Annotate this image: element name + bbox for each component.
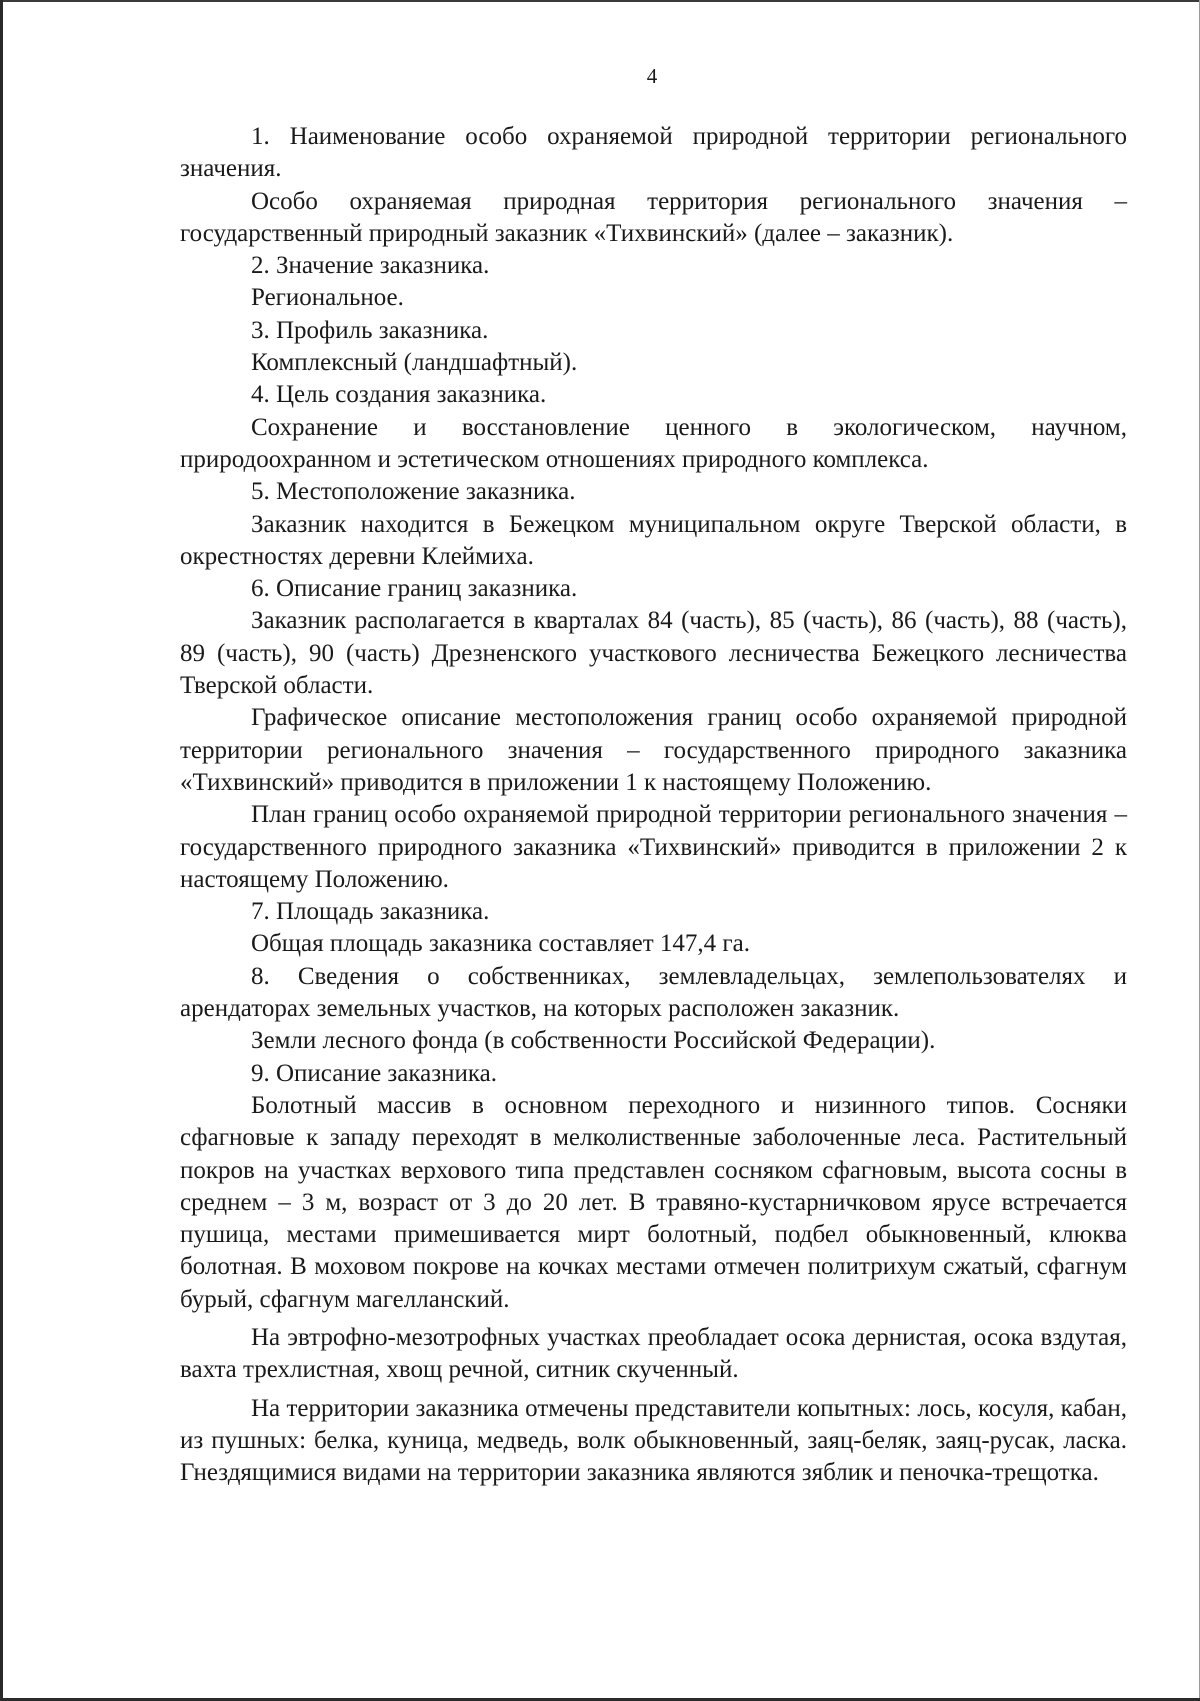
- section-8-heading: 8. Сведения о собственниках, землевладельцах, землепользователях и арендаторах земельных участков, на которых расположен заказник.: [180, 962, 1127, 1023]
- section-9-fauna-text: На территории заказника отмечены представители копытных: лось, косуля, кабан, из пушных: белка, куница, медведь, волк обыкновенный, заяц-беляк, заяц-русак, ласка. Гнездящимися видами на территории заказника являются зяблик и пеночка-трещотка.: [180, 1394, 1127, 1487]
- scan-edge-left: [0, 0, 3, 1701]
- section-1-text: Особо охраняемая природная территория регионального значения – государственный природный заказник «Тихвинский» (далее – заказник).: [180, 187, 1127, 247]
- section-5-heading: 5. Местоположение заказника.: [251, 478, 576, 506]
- section-9-eutrophic-text: На эвтрофно-мезотрофных участках преобладает осока дернистая, осока вздутая, вахта трехлистная, хвощ речной, ситник скученный.: [180, 1323, 1127, 1384]
- section-6-heading: 6. Описание границ заказника.: [251, 575, 578, 603]
- section-1-heading: 1. Наименование особо охраняемой природной территории регионального значения.: [180, 123, 1127, 183]
- scan-edge-top: [0, 0, 1200, 2]
- section-7-text: Общая площадь заказника составляет 147,4 га.: [251, 930, 750, 958]
- section-4-text: Сохранение и восстановление ценного в экологическом, научном, природоохранном и эстетическом отношениях природного комплекса.: [180, 413, 1127, 473]
- section-9-heading: 9. Описание заказника.: [251, 1059, 497, 1087]
- section-9-text: Болотный массив в основном переходного и низинного типов. Сосняки сфагновые к западу переходят в мелколиственные заболоченные леса. Растительный покров на участках верхового типа представлен сосняком сфагновым, высота сосны в среднем – 3 м, возраст от 3 до 20 лет. В травяно-кустарничковом ярусе встречается пушица, местами примешивается мирт болотный, подбел обыкновенный, клюква болотная. В моховом покрове на кочках местами отмечен политрихум сжатый, сфагнум бурый, сфагнум магелланский.: [180, 1091, 1127, 1313]
- document-body: [180, 121, 1127, 1489]
- section-8-text: Земли лесного фонда (в собственности Российской Федерации).: [251, 1027, 936, 1055]
- section-6-boundary-plan: План границ особо охраняемой природной территории регионального значения – государственного природного заказника «Тихвинский» приводится в приложении 2 к настоящему Положению.: [180, 801, 1127, 893]
- section-6-graphic-description: Графическое описание местоположения границ особо охраняемой природной территории регионального значения – государственного природного заказника «Тихвинский» приводится в приложении 1 к настоящему Положению.: [180, 704, 1127, 796]
- section-4-heading: 4. Цель создания заказника.: [251, 381, 547, 409]
- section-7-heading: 7. Площадь заказника.: [251, 898, 490, 926]
- section-2-text: Региональное.: [251, 284, 404, 312]
- section-6-text: Заказник располагается в кварталах 84 (часть), 85 (часть), 86 (часть), 88 (часть), 89 (часть), 90 (часть) Дрезненского участкового лесничества Бежецкого лесничества Тверской области.: [180, 607, 1127, 700]
- page-number: 4: [646, 64, 658, 88]
- section-3-text: Комплексный (ландшафтный).: [251, 349, 578, 377]
- section-5-text: Заказник находится в Бежецком муниципальном округе Тверской области, в окрестностях деревни Клеймиха.: [180, 510, 1127, 570]
- section-2-heading: 2. Значение заказника.: [251, 252, 490, 280]
- section-3-heading: 3. Профиль заказника.: [251, 316, 489, 344]
